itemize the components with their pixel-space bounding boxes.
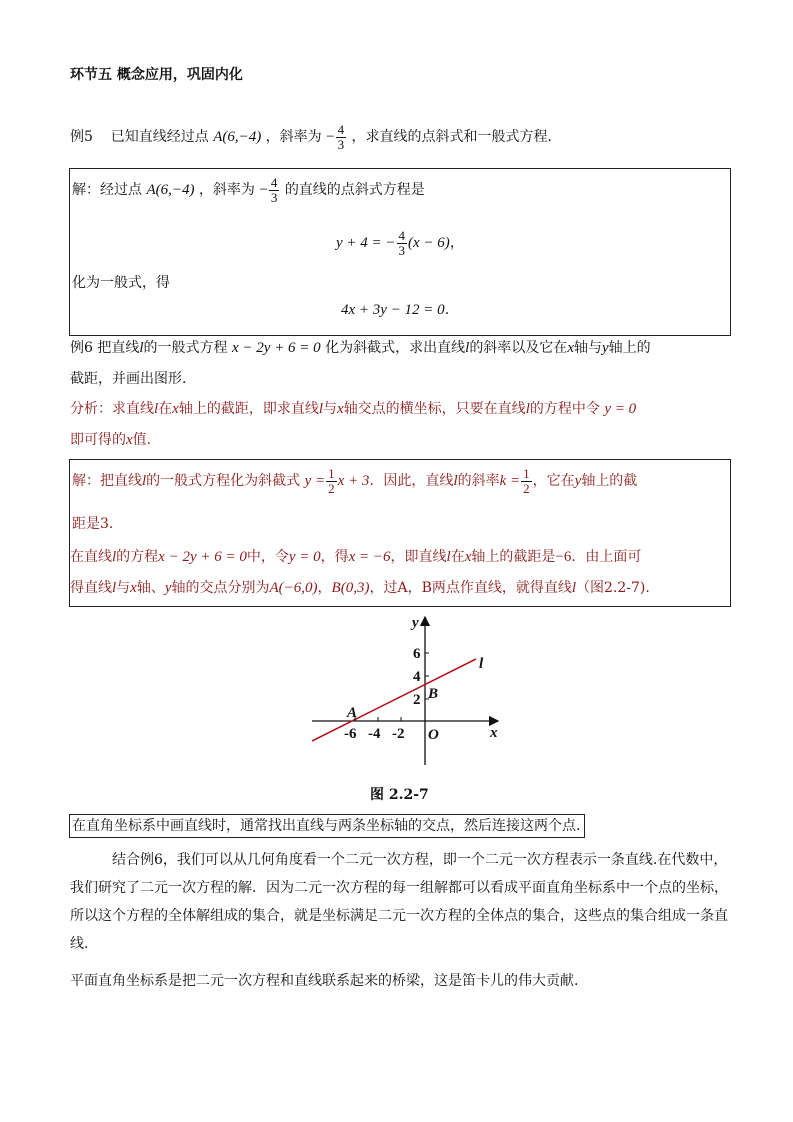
example-6: 例6 把直线l的一般式方程 x − 2y + 6 = 0 化为斜截式，求出直线l的斜率以及它在x轴与y轴上的	[70, 340, 651, 356]
solution-5-line3: 化为一般式，得	[72, 275, 170, 291]
solution-6-line2: 距是3．	[72, 516, 123, 532]
slope-fraction: $\frac{4}{3}$	[337, 121, 345, 152]
line-l-label: l	[479, 656, 484, 672]
analysis-6-line2: 即可得的x值.	[70, 432, 152, 448]
example-5: 例5 已知直线经过点 A(6,−4) ，斜率为 − $\frac{4}{3}$ ，求直线的点斜式和一般式方程.	[70, 121, 552, 152]
example-6-line2: 截距，并画出图形.	[70, 371, 187, 387]
y-tick-label: 6	[413, 646, 421, 662]
solution-6-line4: 得直线l与x轴、y轴的交点分别为A(−6,0)，B(0,3)，过A，B两点作直线，就得直线l（图2.2-7).	[70, 580, 650, 596]
x-axis-label: x	[490, 725, 498, 741]
paragraph-conclusion: 结合例6，我们可以从几何角度看一个二元一次方程，即一个二元一次方程表示一条直线.在代数中，我们研究了二元一次方程的解．因为二元一次方程的每一组解都可以看成平面直角坐标系中一个点的坐标，所以这个方程的全体解组成的集合，就是坐标满足二元一次方程的全体点的集合，这些点的集合组成一条直线.	[70, 852, 728, 952]
example-label: 例5	[70, 129, 93, 145]
solution-6-line1: 解：把直线l的一般式方程化为斜截式 y = $\frac{1}{2}$ x + 3．因此，直线l的斜率k = $\frac{1}{2}$ ，它在y轴上的截	[72, 465, 638, 496]
x-tick-label: -6	[344, 726, 357, 742]
point-a: A(6,−4)	[213, 129, 262, 145]
point-slope-equation: y + 4 = − $\frac{4}{3}$ (x − 6)，	[336, 227, 464, 258]
note-box: 在直角坐标系中画直线时，通常找出直线与两条坐标轴的交点，然后连接这两个点.	[69, 814, 585, 838]
solution-5-line1: 解：经过点 A(6,−4) ，斜率为 − $\frac{4}{3}$ 的直线的点斜式方程是	[72, 174, 425, 205]
general-equation: 4x + 3y − 12 = 0.	[341, 302, 450, 318]
x-tick-label: -4	[368, 726, 381, 742]
figure-caption: 图 2.2-7	[370, 787, 429, 803]
paragraph-closing: 平面直角坐标系是把二元一次方程和直线联系起来的桥梁，这是笛卡儿的伟大贡献.	[70, 973, 579, 989]
section-title: 环节五 概念应用，巩固内化	[70, 67, 243, 83]
y-tick-label: 4	[413, 669, 421, 685]
point-b-label: B	[428, 686, 439, 702]
coordinate-figure	[300, 605, 510, 775]
solution-6-line3: 在直线l的方程x − 2y + 6 = 0中，令y = 0，得x = −6，即直线l在x轴上的截距是−6．由上面可	[70, 549, 642, 565]
y-axis-label: y	[412, 615, 419, 631]
origin-label: O	[428, 727, 439, 743]
x-tick-label: -2	[392, 726, 405, 742]
analysis-6: 分析：求直线l在x轴上的截距，即求直线l与x轴交点的横坐标，只要在直线l的方程中令 y = 0	[70, 401, 637, 417]
y-tick-label: 2	[413, 692, 421, 708]
point-a-label: A	[347, 705, 358, 721]
